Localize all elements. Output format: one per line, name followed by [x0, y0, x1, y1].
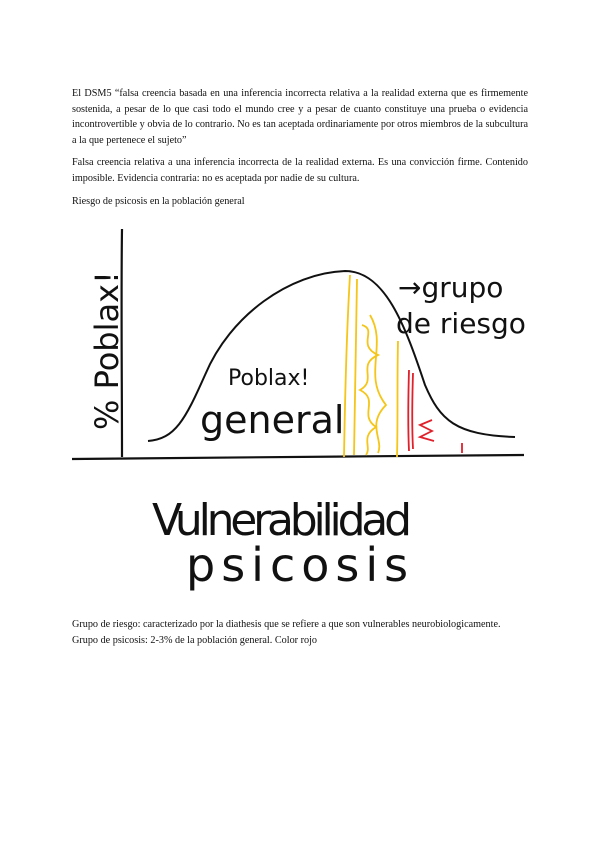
- dsm5-definition-paragraph: El DSM5 “falsa creencia basada en una inferencia incorrecta relativa a la realidad externa que es firmemente sostenida, a pesar de lo que casi todo el mundo cree y a pesar de cuanto constituye una prueba o evidencia incontrovertible y obvia de lo contrario. No es tan aceptada ordinariamente por otros miembros de la subcultura a la que pertenece el sujeto”: [72, 88, 528, 146]
- notes-block: [72, 617, 528, 648]
- psychosis-group-region: [408, 370, 462, 453]
- section-heading: Riesgo de psicosis en la población general: [72, 196, 245, 207]
- region-general-label-line1: Poblax!: [228, 366, 310, 391]
- handwritten-risk-sketch: [0, 215, 600, 595]
- region-general-label-line2: general: [200, 398, 345, 442]
- region-risk-label-line1: →grupo: [398, 271, 504, 304]
- definition-summary-paragraph: Falsa creencia relativa a una inferencia incorrecta de la realidad externa. Es una convicción firme. Contenido imposible. Evidencia contraria: no es aceptada por nadie de su cultura.: [72, 157, 528, 184]
- note-risk-group: Grupo de riesgo: caracterizado por la diathesis que se refiere a que son vulnerables neurobiologicamente.: [72, 619, 501, 630]
- x-axis-line: [72, 455, 524, 459]
- region-risk-label-line2: de riesgo: [396, 307, 526, 340]
- note-psychosis-group: Grupo de psicosis: 2-3% de la población general. Color rojo: [72, 634, 318, 646]
- x-axis-label-line2: psicosis: [186, 538, 415, 592]
- x-axis-label-line1: Vulnerabilidad: [152, 495, 412, 546]
- y-axis-label: % Poblax!: [88, 271, 126, 430]
